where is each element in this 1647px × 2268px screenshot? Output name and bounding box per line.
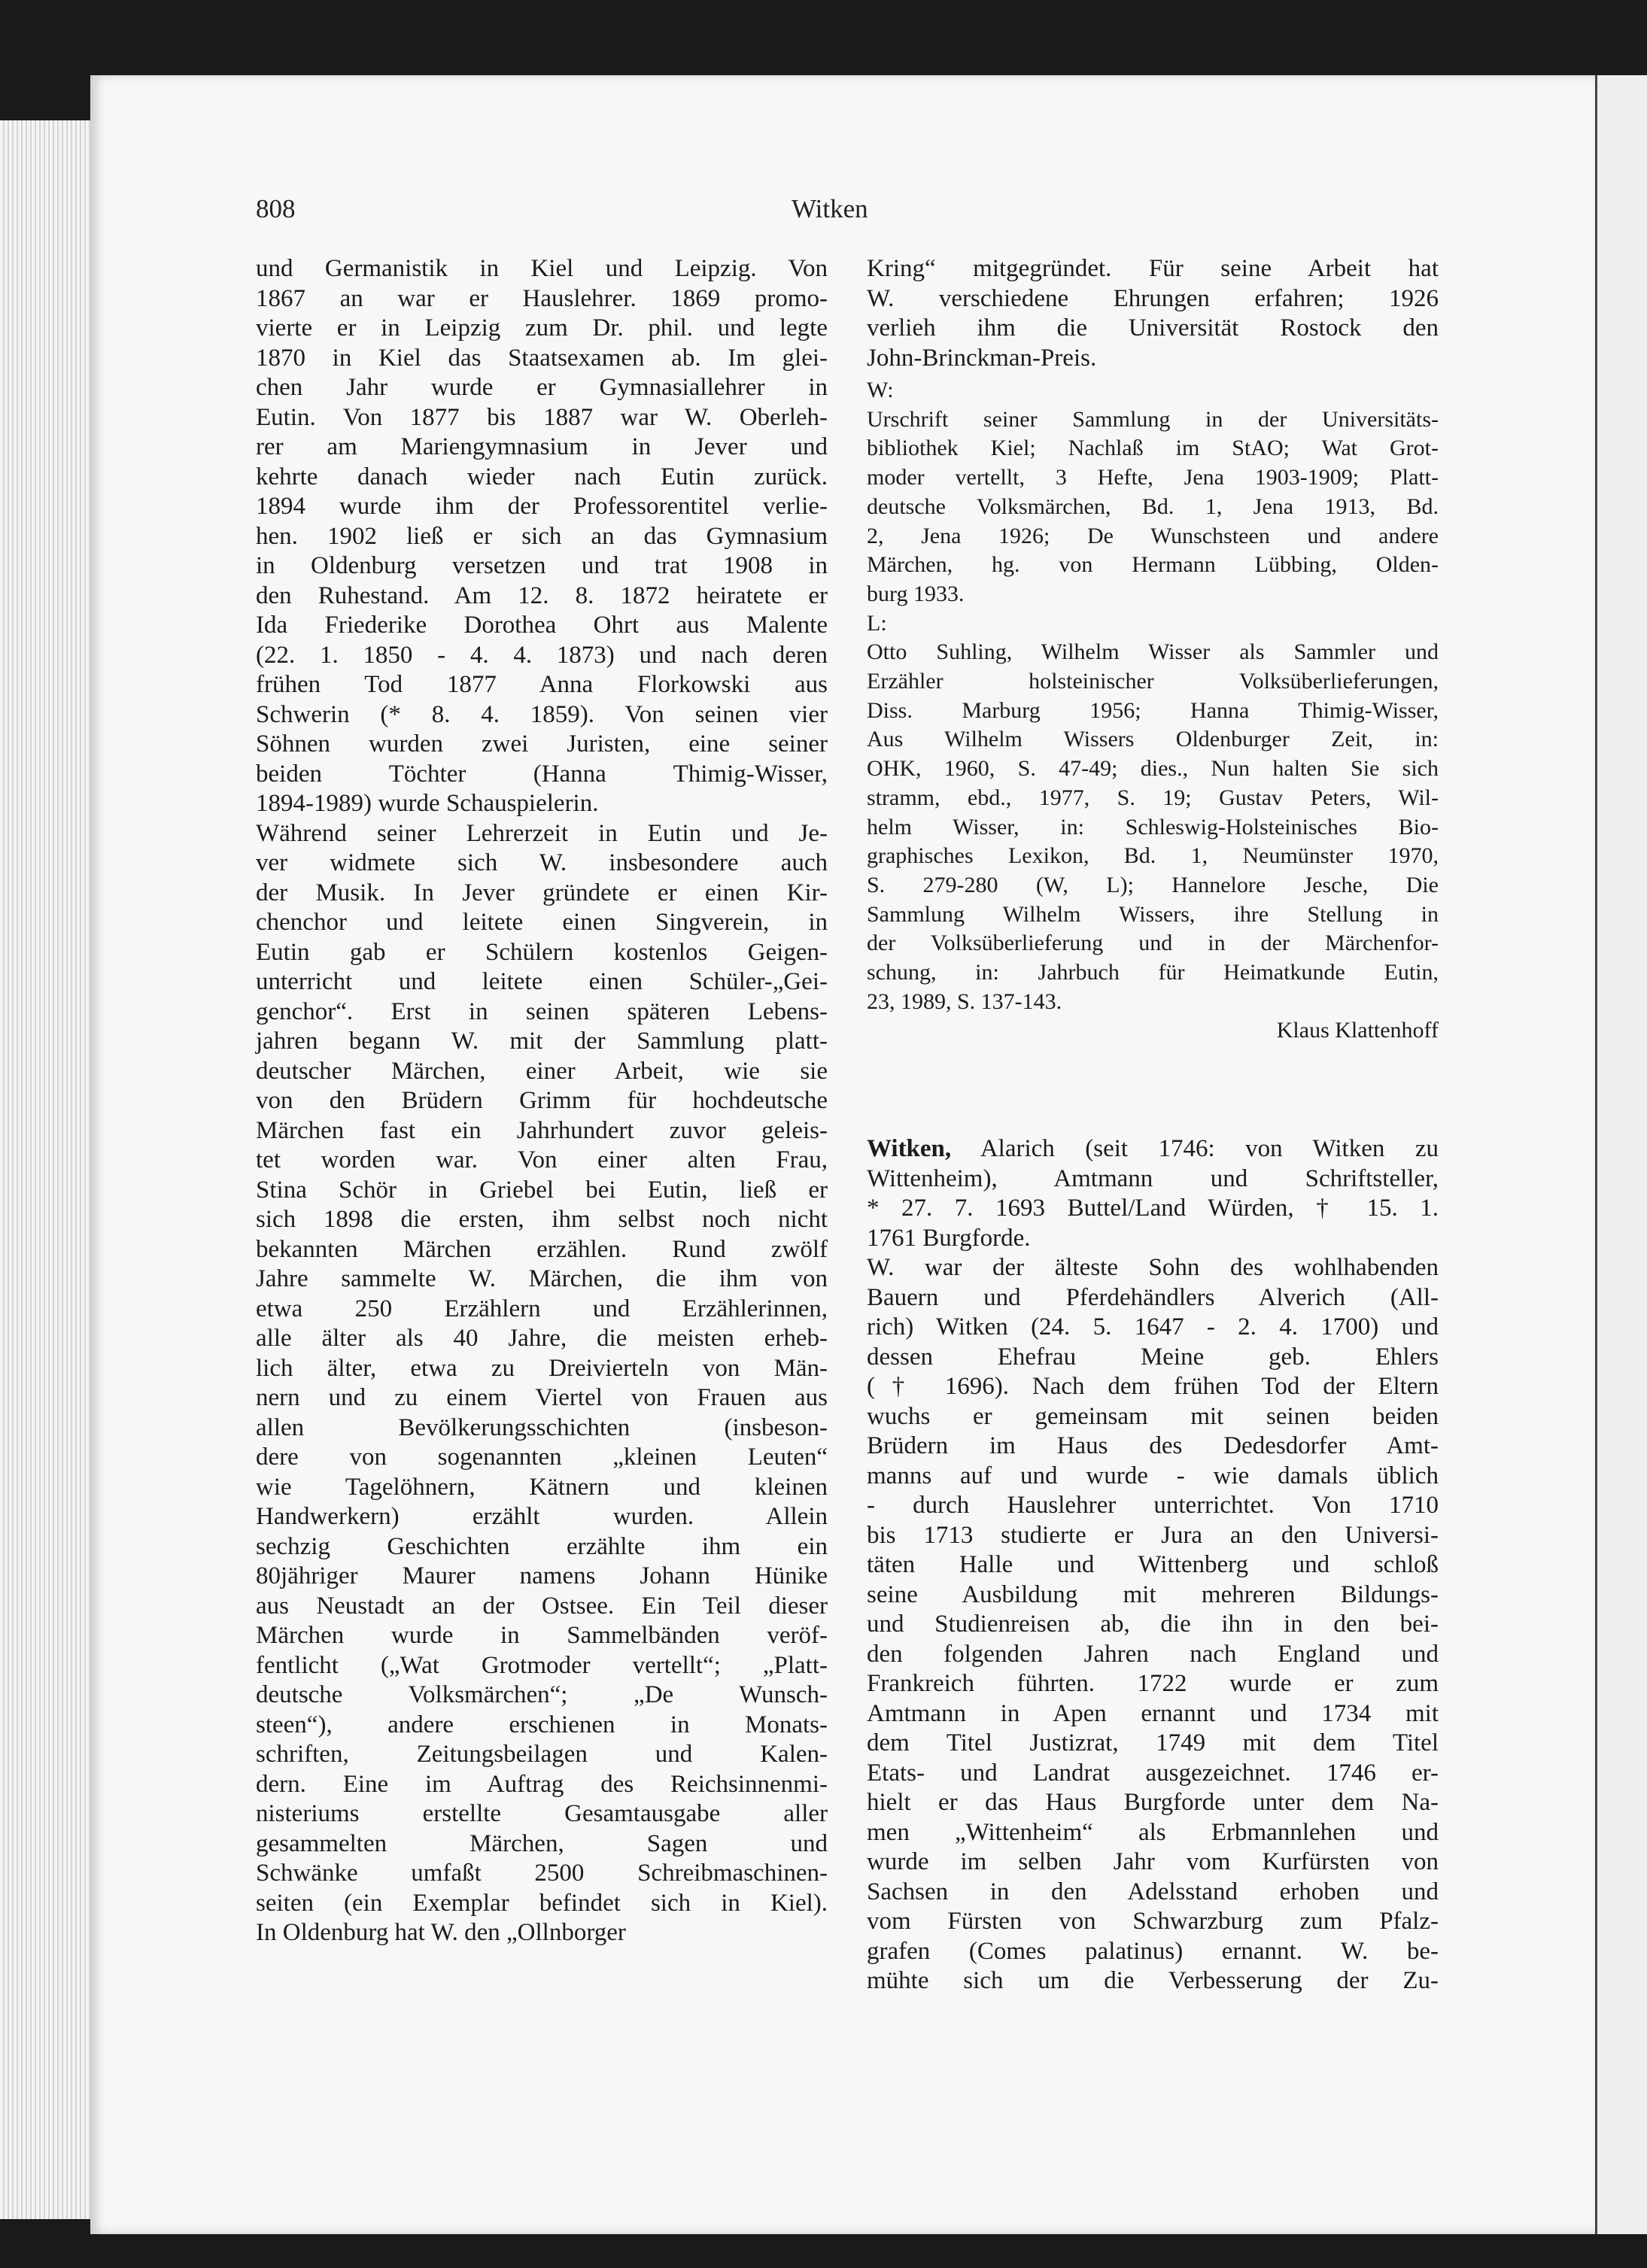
text-line: aus Neustadt an der Ostsee. Ein Teil dieser: [256, 1592, 828, 1620]
text-line: seiten (ein Exemplar befindet sich in Kiel).: [256, 1889, 828, 1917]
text-line: nern und zu einem Viertel von Frauen aus: [256, 1384, 828, 1411]
text-line: moder vertellt, 3 Hefte, Jena 1903-1909; Platt-: [867, 465, 1439, 490]
text-line: sich 1898 die ersten, ihm selbst noch nicht: [256, 1206, 828, 1233]
text-line: In Oldenburg hat W. den „Ollnborger: [256, 1919, 626, 1946]
text-line: ver widmete sich W. insbesondere auch: [256, 849, 828, 876]
text-line: 1894-1989) wurde Schauspielerin.: [256, 790, 599, 817]
text-line: von den Brüdern Grimm für hochdeutsche: [256, 1087, 828, 1114]
text-line: fentlicht („Wat Grotmoder vertellt“; „Platt-: [256, 1651, 828, 1679]
text-line: 23, 1989, S. 137-143.: [867, 988, 1062, 1014]
text-line: dere von sogenannten „kleinen Leuten“: [256, 1444, 828, 1471]
text-line: Jahre sammelte W. Märchen, die ihm von: [256, 1265, 828, 1292]
text-line: 1761 Burgforde.: [867, 1224, 1031, 1252]
literature-list: [867, 638, 1439, 1016]
text-line: bis 1713 studierte er Jura an den Universi-: [867, 1521, 1439, 1549]
text-line: manns auf und wurde - wie damals üblich: [867, 1462, 1439, 1489]
text-line: und Germanistik in Kiel und Leipzig. Von: [256, 255, 828, 282]
text-line: der Volksüberlieferung und in der Märchenfor-: [867, 931, 1439, 956]
text-line: Söhnen wurden zwei Juristen, eine seiner: [256, 730, 828, 758]
text-line: allen Bevölkerungsschichten (insbeson-: [256, 1413, 828, 1441]
text-line: in Oldenburg versetzen und trat 1908 in: [256, 552, 828, 579]
entry-first-line: [867, 1134, 1439, 1164]
literature-label: L:: [867, 610, 887, 636]
adjacent-page-edge: [1595, 75, 1647, 2234]
text-line: Kring“ mitgegründet. Für seine Arbeit hat: [867, 255, 1439, 282]
text-line: gesammelten Märchen, Sagen und: [256, 1829, 828, 1857]
text-line: (22. 1. 1850 - 4. 4. 1873) und nach deren: [256, 641, 828, 669]
text-line: Märchen fast ein Jahrhundert zuvor geleis-: [256, 1116, 828, 1144]
text-line: († 1696). Nach dem frühen Tod der Eltern: [867, 1373, 1439, 1401]
previous-entry-ending: [867, 254, 1439, 373]
text-line: Bauern und Pferdehändlers Alverich (All-: [867, 1283, 1439, 1311]
text-line: Diss. Marburg 1956; Hanna Thimig-Wisser,: [867, 697, 1439, 723]
text-line: John-Brinckman-Preis.: [867, 344, 1097, 372]
text-line: chen Jahr wurde er Gymnasiallehrer in: [256, 374, 828, 401]
text-line: Eutin. Von 1877 bis 1887 war W. Oberleh-: [256, 403, 828, 431]
text-line: nisteriums erstellte Gesamtausgabe aller: [256, 1800, 828, 1827]
text-line: Schwänke umfaßt 2500 Schreibmaschinen-: [256, 1860, 828, 1887]
text-line: deutsche Volksmärchen, Bd. 1, Jena 1913, Bd.: [867, 493, 1439, 519]
entry-body: [867, 1164, 1439, 1996]
text-line: grafen (Comes palatinus) ernannt. W. be-: [867, 1937, 1439, 1965]
text-line: seine Ausbildung mit mehreren Bildungs-: [867, 1580, 1439, 1608]
works-label: W:: [867, 378, 894, 402]
entry-headword: Witken,: [867, 1135, 952, 1163]
text-line: steen“), andere erschienen in Monats-: [256, 1711, 828, 1738]
text-line: graphisches Lexikon, Bd. 1, Neumünster 1970,: [867, 843, 1439, 869]
text-line: dem Titel Justizrat, 1749 mit dem Titel: [867, 1729, 1439, 1757]
text-line: Sachsen in den Adelsstand erhoben und: [867, 1878, 1439, 1905]
text-line: Stina Schör in Griebel bei Eutin, ließ er: [256, 1176, 828, 1204]
text-line: Schwerin (* 8. 4. 1859). Von seinen vier: [256, 700, 828, 728]
text-line: lich älter, etwa zu Dreivierteln von Män-: [256, 1354, 828, 1382]
text-line: Handwerkern) erzählt wurden. Allein: [256, 1503, 828, 1530]
text-line: und Studienreisen ab, die ihn in den bei-: [867, 1611, 1439, 1638]
text-line: vierte er in Leipzig zum Dr. phil. und legte: [256, 314, 828, 342]
text-line: dern. Eine im Auftrag des Reichsinnenmi-: [256, 1770, 828, 1798]
text-line: S. 279-280 (W, L); Hannelore Jesche, Die: [867, 872, 1439, 897]
text-line: * 27. 7. 1693 Buttel/Land Würden, † 15. 1.: [867, 1195, 1439, 1222]
text-line: deutscher Märchen, einer Arbeit, wie sie: [256, 1057, 828, 1085]
text-line: vom Fürsten von Schwarzburg zum Pfalz-: [867, 1908, 1439, 1936]
text-line: den folgenden Jahren nach England und: [867, 1640, 1439, 1668]
text-line: wurde im selben Jahr vom Kurfürsten von: [867, 1848, 1439, 1876]
text-line: helm Wisser, in: Schleswig-Holsteinisches Bio-: [867, 814, 1439, 839]
text-line: 1894 wurde ihm der Professorentitel verlie-: [256, 493, 828, 520]
text-line: - durch Hauslehrer unterrichtet. Von 1710: [867, 1492, 1439, 1520]
text-line: verlieh ihm die Universität Rostock den: [867, 314, 1439, 342]
text-line: mühte sich um die Verbesserung der Zu-: [867, 1967, 1439, 1995]
text-line: Märchen, hg. von Hermann Lübbing, Olden-: [867, 552, 1439, 578]
text-line: tet worden war. Von einer alten Frau,: [256, 1146, 828, 1173]
text-line: deutsche Volksmärchen“; „De Wunsch-: [256, 1681, 828, 1708]
works-list: [867, 405, 1439, 609]
text-line: Amtmann in Apen ernannt und 1734 mit: [867, 1699, 1439, 1727]
left-column: [256, 254, 828, 1948]
text-line: kehrte danach wieder nach Eutin zurück.: [256, 463, 828, 490]
text-line: Otto Suhling, Wilhelm Wisser als Sammler und: [867, 639, 1439, 665]
text-line: jahren begann W. mit der Sammlung platt-: [256, 1028, 828, 1055]
text-line: W. war der älteste Sohn des wohlhabenden: [867, 1254, 1439, 1282]
text-line: bibliothek Kiel; Nachlaß im StAO; Wat Grot-: [867, 436, 1439, 461]
text-line: Erzähler holsteinischer Volksüberlieferungen,: [867, 669, 1439, 694]
text-line: wie Tagelöhnern, Kätnern und kleinen: [256, 1473, 828, 1501]
text-line: wuchs er gemeinsam mit seinen beiden: [867, 1402, 1439, 1430]
text-line: men „Wittenheim“ als Erbmannlehen und: [867, 1818, 1439, 1846]
text-line: bekannten Märchen erzählen. Rund zwölf: [256, 1235, 828, 1263]
text-line: täten Halle und Wittenberg und schloß: [867, 1551, 1439, 1579]
text-line: unterricht und leitete einen Schüler-„Gei-: [256, 968, 828, 995]
text-line: Wittenheim), Amtmann und Schriftsteller,: [867, 1164, 1439, 1192]
witken-entry: [867, 1134, 1439, 1996]
text-line: stramm, ebd., 1977, S. 19; Gustav Peters, Wil-: [867, 785, 1439, 810]
text-line: schung, in: Jahrbuch für Heimatkunde Eutin,: [867, 960, 1439, 985]
text-line: rer am Mariengymnasium in Jever und: [256, 433, 828, 460]
running-title: Witken: [792, 194, 868, 223]
right-column: [867, 254, 1439, 1996]
text-line: der Musik. In Jever gründete er einen Kir-: [256, 879, 828, 906]
entry-first-line-rest: Alarich (seit 1746: von Witken zu: [951, 1135, 1439, 1163]
text-line: Märchen wurde in Sammelbänden veröf-: [256, 1622, 828, 1649]
works-section: [867, 376, 1439, 1046]
text-line: dessen Ehefrau Meine geb. Ehlers: [867, 1343, 1439, 1371]
text-line: Eutin gab er Schülern kostenlos Geigen-: [256, 938, 828, 966]
text-line: Ida Friederike Dorothea Ohrt aus Malente: [256, 612, 828, 639]
text-line: rich) Witken (24. 5. 1647 - 2. 4. 1700) und: [867, 1313, 1439, 1341]
entry-author: Klaus Klattenhoff: [1276, 1018, 1439, 1043]
text-line: 1870 in Kiel das Staatsexamen ab. Im glei-: [256, 344, 828, 372]
text-line: Aus Wilhelm Wissers Oldenburger Zeit, in:: [867, 727, 1439, 752]
text-line: genchor“. Erst in seinen späteren Lebens-: [256, 997, 828, 1025]
text-line: OHK, 1960, S. 47-49; dies., Nun halten Sie sich: [867, 756, 1439, 782]
text-line: Brüdern im Haus des Dedesdorfer Amt-: [867, 1432, 1439, 1460]
book-page-edges: [0, 120, 96, 2219]
text-line: schriften, Zeitungsbeilagen und Kalen-: [256, 1741, 828, 1768]
text-line: den Ruhestand. Am 12. 8. 1872 heiratete er: [256, 581, 828, 609]
text-line: Sammlung Wilhelm Wissers, ihre Stellung in: [867, 901, 1439, 927]
text-line: sechzig Geschichten erzählte ihm ein: [256, 1532, 828, 1560]
text-line: chenchor und leitete einen Singverein, in: [256, 909, 828, 936]
text-line: hielt er das Haus Burgforde unter dem Na-: [867, 1789, 1439, 1817]
text-line: 1867 an war er Hauslehrer. 1869 promo-: [256, 284, 828, 312]
text-line: W. verschiedene Ehrungen erfahren; 1926: [867, 284, 1439, 312]
text-line: burg 1933.: [867, 581, 965, 606]
text-line: Etats- und Landrat ausgezeichnet. 1746 er-: [867, 1759, 1439, 1787]
text-line: beiden Töchter (Hanna Thimig-Wisser,: [256, 760, 828, 788]
text-line: hen. 1902 ließ er sich an das Gymnasium: [256, 522, 828, 550]
text-line: frühen Tod 1877 Anna Florkowski aus: [256, 671, 828, 698]
text-line: Frankreich führten. 1722 wurde er zum: [867, 1670, 1439, 1698]
text-line: Während seiner Lehrerzeit in Eutin und Je-: [256, 819, 828, 847]
text-line: alle älter als 40 Jahre, die meisten erheb-: [256, 1325, 828, 1352]
text-line: 80jähriger Maurer namens Johann Hünike: [256, 1562, 828, 1589]
text-line: 2, Jena 1926; De Wunschsteen und andere: [867, 523, 1439, 548]
text-line: etwa 250 Erzählern und Erzählerinnen,: [256, 1295, 828, 1322]
page-number: 808: [256, 194, 296, 223]
text-line: Urschrift seiner Sammlung in der Universitäts-: [867, 406, 1439, 432]
